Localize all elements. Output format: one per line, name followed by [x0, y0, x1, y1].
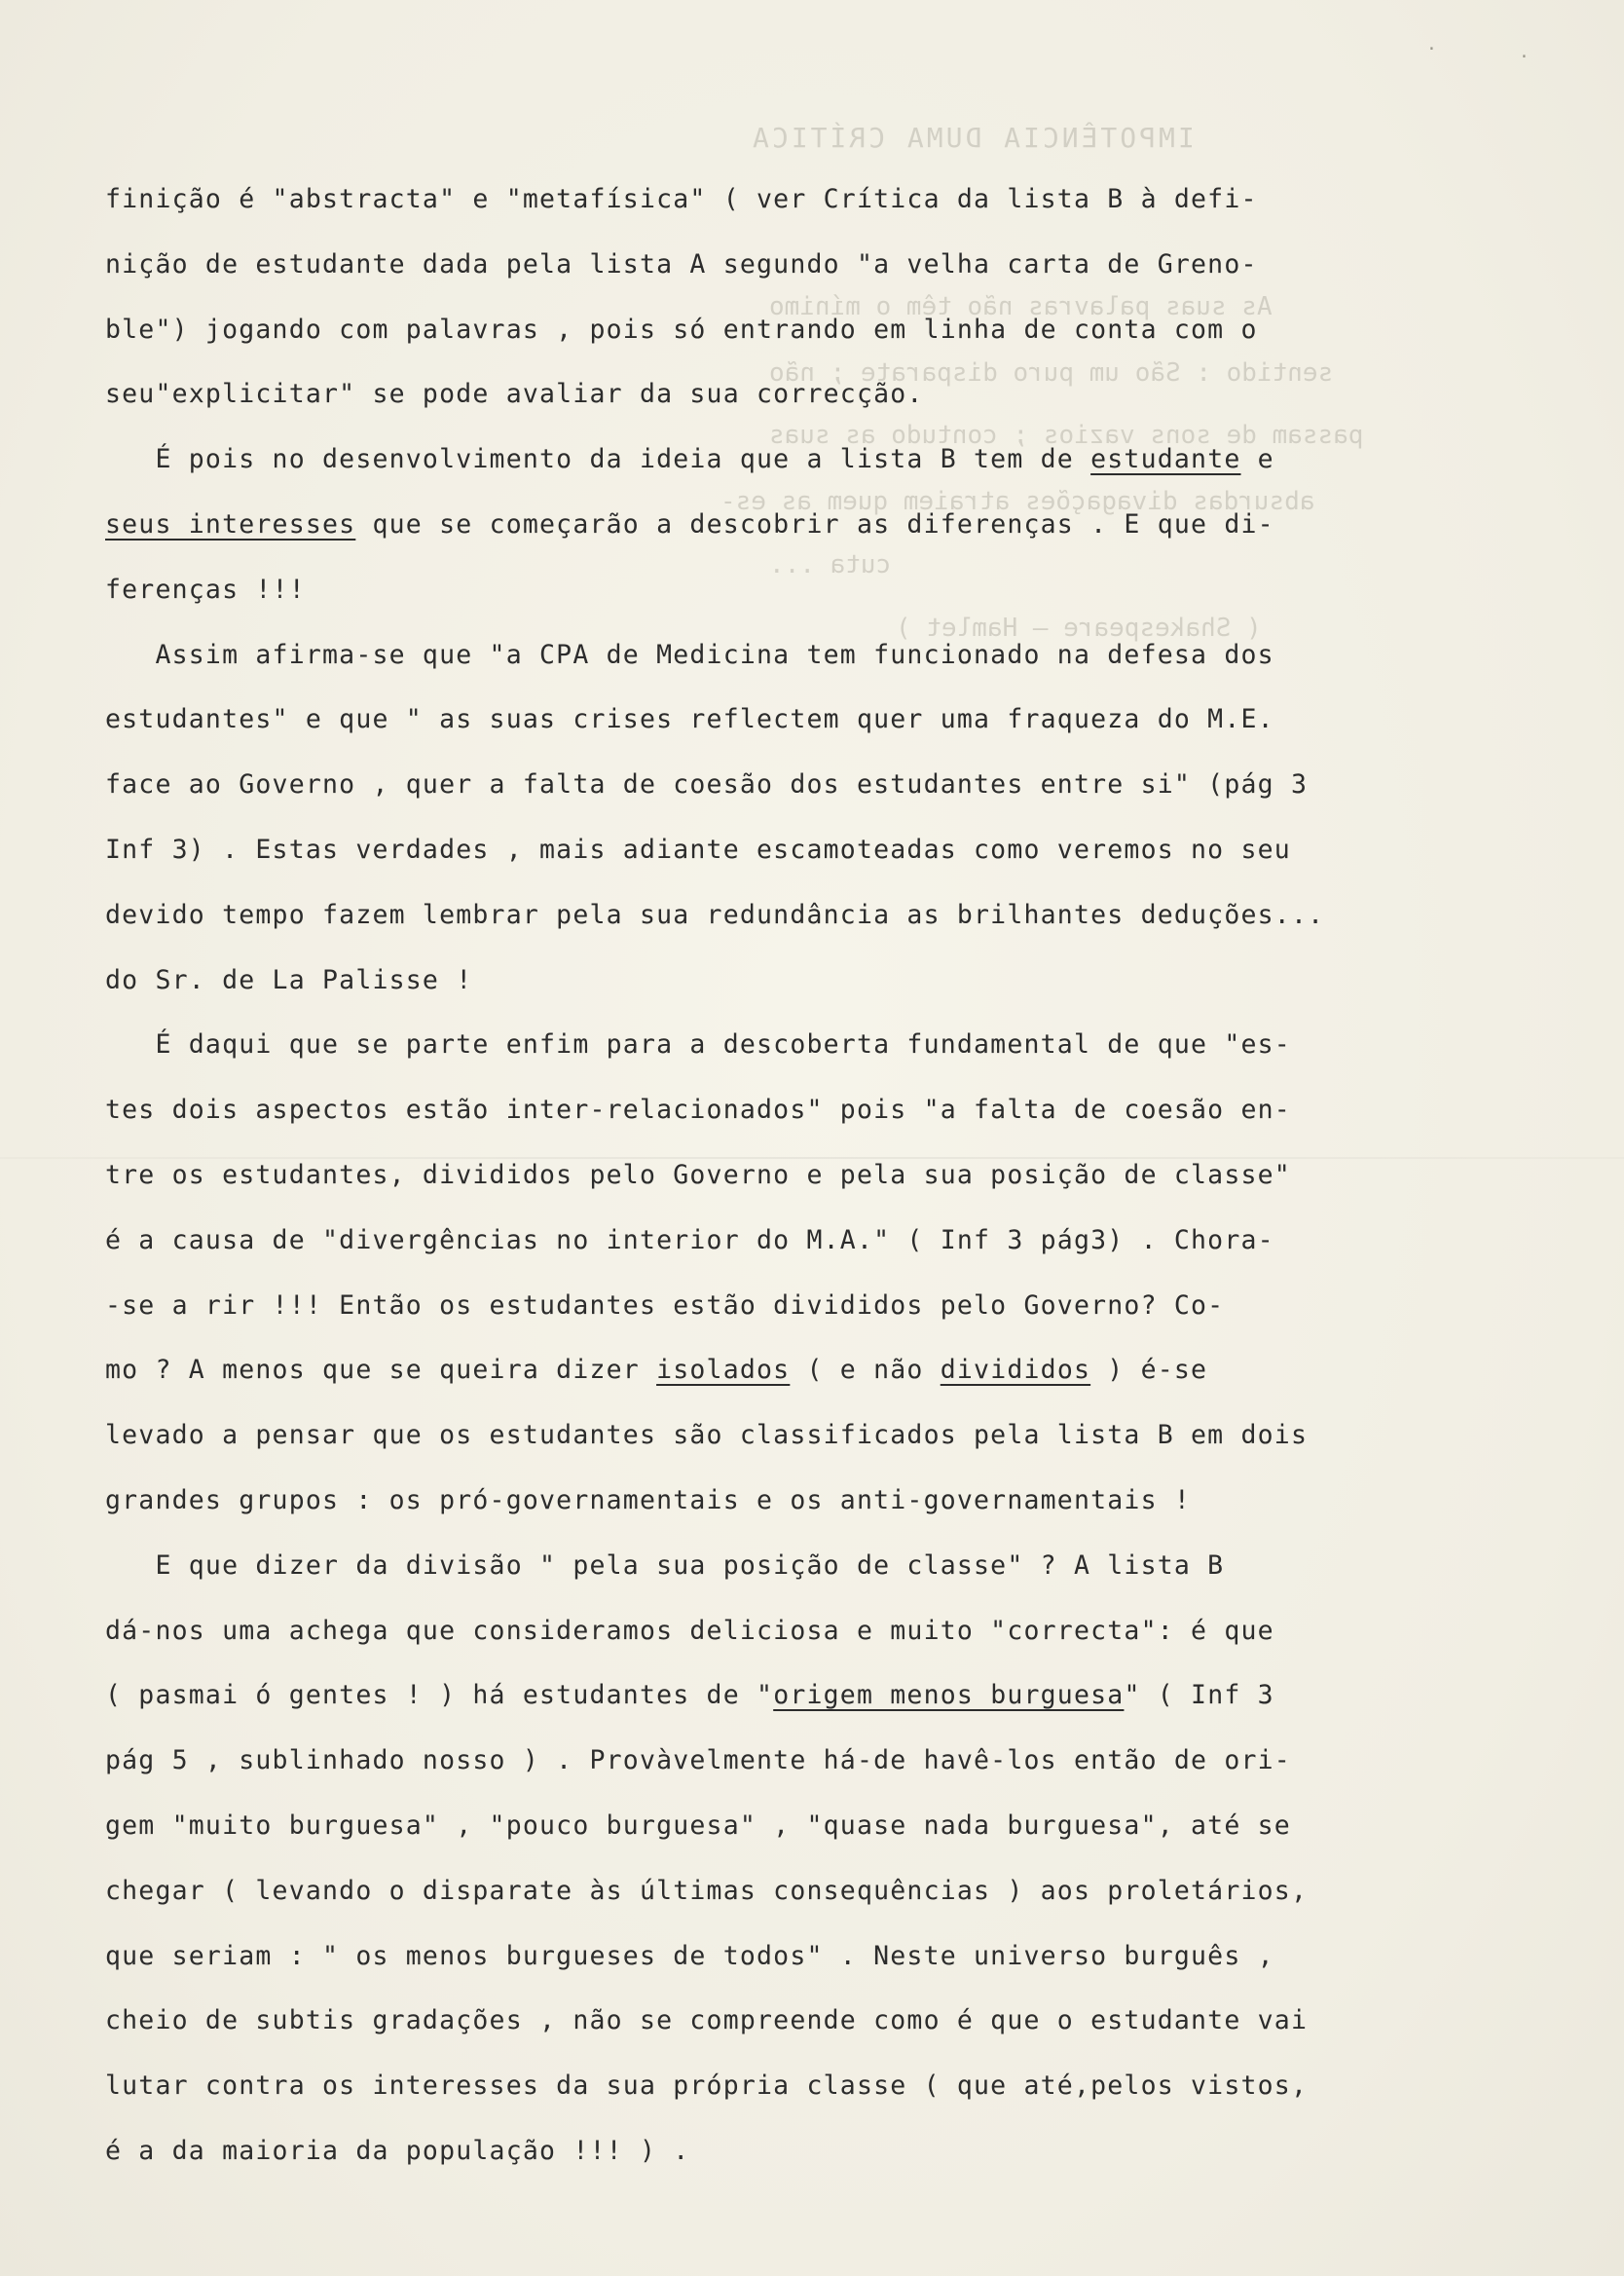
- show-through-line: cuta ...: [769, 550, 892, 579]
- text-segment: ( e não: [790, 1355, 941, 1385]
- text-line: [105, 1291, 1224, 1321]
- text-line: [105, 770, 1308, 800]
- text-segment: é a da maioria da população !!! ) .: [105, 2136, 690, 2166]
- text-segment: que se começarão a descobrir as diferenças . E que di-: [355, 509, 1274, 540]
- text-line: [105, 185, 1258, 214]
- corner-speck: ·: [1426, 39, 1437, 59]
- text-line: [105, 2071, 1308, 2101]
- text-line: [105, 1161, 1291, 1190]
- corner-speck: ·: [1519, 47, 1530, 67]
- text-segment: lutar contra os interesses da sua própria classe ( que até,pelos vistos,: [105, 2071, 1309, 2101]
- underlined-phrase: seus interesses: [105, 509, 356, 540]
- text-line: [105, 1096, 1291, 1125]
- text-line: [105, 1030, 1291, 1060]
- underlined-phrase: estudante: [1090, 444, 1241, 474]
- text-segment: dá-nos uma achega que consideramos deliciosa e muito "correcta": é que: [105, 1616, 1274, 1646]
- text-line: [105, 901, 1324, 930]
- text-line: [105, 250, 1258, 280]
- text-segment: -se a rir !!! Então os estudantes estão divididos pelo Governo? Co-: [105, 1290, 1225, 1321]
- text-line: [105, 316, 1258, 345]
- text-segment: gem "muito burguesa" , "pouco burguesa" , "quase nada burguesa", até se: [105, 1810, 1291, 1841]
- paper-fold-line: [0, 1157, 1624, 1159]
- show-through-title: IMPOTÊNCIA DUMA CRÍTICA: [750, 122, 1195, 154]
- text-segment: estudantes" e que " as suas crises reflectem quer uma fraqueza do M.E.: [105, 704, 1274, 734]
- text-segment: Inf 3) . Estas verdades , mais adiante escamoteadas como veremos no seu: [105, 835, 1291, 865]
- text-segment: tes dois aspectos estão inter-relacionados" pois "a falta de coesão en-: [105, 1095, 1291, 1125]
- text-line: [105, 1811, 1291, 1841]
- show-through-line: absurdas divagações atraiem quem as es-: [720, 487, 1315, 516]
- text-segment: devido tempo fazem lembrar pela sua redundância as brilhantes deduções...: [105, 900, 1325, 930]
- text-segment: e: [1240, 444, 1274, 474]
- text-line: [105, 705, 1274, 734]
- text-line: [105, 1617, 1274, 1646]
- text-segment: face ao Governo , quer a falta de coesão dos estudantes entre si" (pág 3: [105, 769, 1309, 800]
- text-segment: tre os estudantes, divididos pelo Governo e pela sua posição de classe": [105, 1160, 1291, 1190]
- text-line: [105, 510, 1274, 540]
- text-segment: que seriam : " os menos burgueses de todos" . Neste universo burguês ,: [105, 1941, 1274, 1971]
- text-segment: mo ? A menos que se queira dizer: [105, 1355, 657, 1385]
- text-line: [105, 1681, 1274, 1710]
- text-line: [105, 1942, 1274, 1971]
- underlined-phrase: isolados: [656, 1355, 791, 1385]
- text-segment: finição é "abstracta" e "metafísica" ( ver Crítica da lista B à defi-: [105, 184, 1258, 214]
- text-line: [105, 836, 1291, 865]
- text-segment: E que dizer da divisão " pela sua posição de classe" ? A lista B: [105, 1550, 1225, 1581]
- text-segment: ) é-se: [1090, 1355, 1208, 1385]
- text-line: [105, 1551, 1224, 1581]
- text-segment: do Sr. de La Palisse !: [105, 965, 473, 995]
- text-line: [105, 2137, 689, 2166]
- text-segment: ( pasmai ó gentes ! ) há estudantes de ": [105, 1680, 774, 1710]
- show-through-line: As suas palavras não têm o mínimo: [769, 292, 1273, 321]
- text-line: [105, 1421, 1308, 1450]
- underlined-phrase: origem menos burguesa: [773, 1680, 1125, 1710]
- text-segment: É daqui que se parte enfim para a descoberta fundamental de que "es-: [105, 1029, 1291, 1060]
- text-line: [105, 1226, 1274, 1255]
- text-line: [105, 1746, 1291, 1775]
- text-segment: ble") jogando com palavras , pois só entrando em linha de conta com o: [105, 315, 1258, 345]
- underlined-phrase: divididos: [940, 1355, 1091, 1385]
- text-segment: chegar ( levando o disparate às últimas consequências ) aos proletários,: [105, 1876, 1309, 1906]
- text-segment: Assim afirma-se que "a CPA de Medicina tem funcionado na defesa dos: [105, 640, 1274, 670]
- text-segment: grandes grupos : os pró-governamentais e os anti-governamentais !: [105, 1485, 1192, 1515]
- text-line: [105, 2006, 1308, 2035]
- text-segment: é a causa de "divergências no interior do M.A." ( Inf 3 pág3) . Chora-: [105, 1225, 1274, 1255]
- text-line: [105, 966, 472, 995]
- text-segment: nição de estudante dada pela lista A segundo "a velha carta de Greno-: [105, 249, 1258, 280]
- text-line: [105, 445, 1274, 474]
- text-line: [105, 380, 924, 409]
- text-line: [105, 576, 306, 605]
- text-segment: ferenças !!!: [105, 575, 306, 605]
- show-through-line: ( Shakespeare — Hamlet ): [896, 614, 1262, 643]
- text-segment: pág 5 , sublinhado nosso ) . Provàvelmente há-de havê-los então de ori-: [105, 1745, 1291, 1775]
- show-through-line: passam de sons vazios ; contudo as suas: [769, 421, 1364, 450]
- text-segment: É pois no desenvolvimento da ideia que a lista B tem de: [105, 444, 1091, 474]
- text-line: [105, 1877, 1308, 1906]
- text-segment: cheio de subtis gradações , não se compreende como é que o estudante vai: [105, 2005, 1309, 2035]
- text-line: [105, 1486, 1191, 1515]
- text-line: [105, 641, 1274, 670]
- show-through-line: sentido : São um puro disparate ; não: [769, 358, 1334, 388]
- text-segment: levado a pensar que os estudantes são classificados pela lista B em dois: [105, 1420, 1309, 1450]
- text-segment: " ( Inf 3: [1124, 1680, 1274, 1710]
- text-line: [105, 1356, 1207, 1385]
- text-segment: seu"explicitar" se pode avaliar da sua correcção.: [105, 379, 924, 409]
